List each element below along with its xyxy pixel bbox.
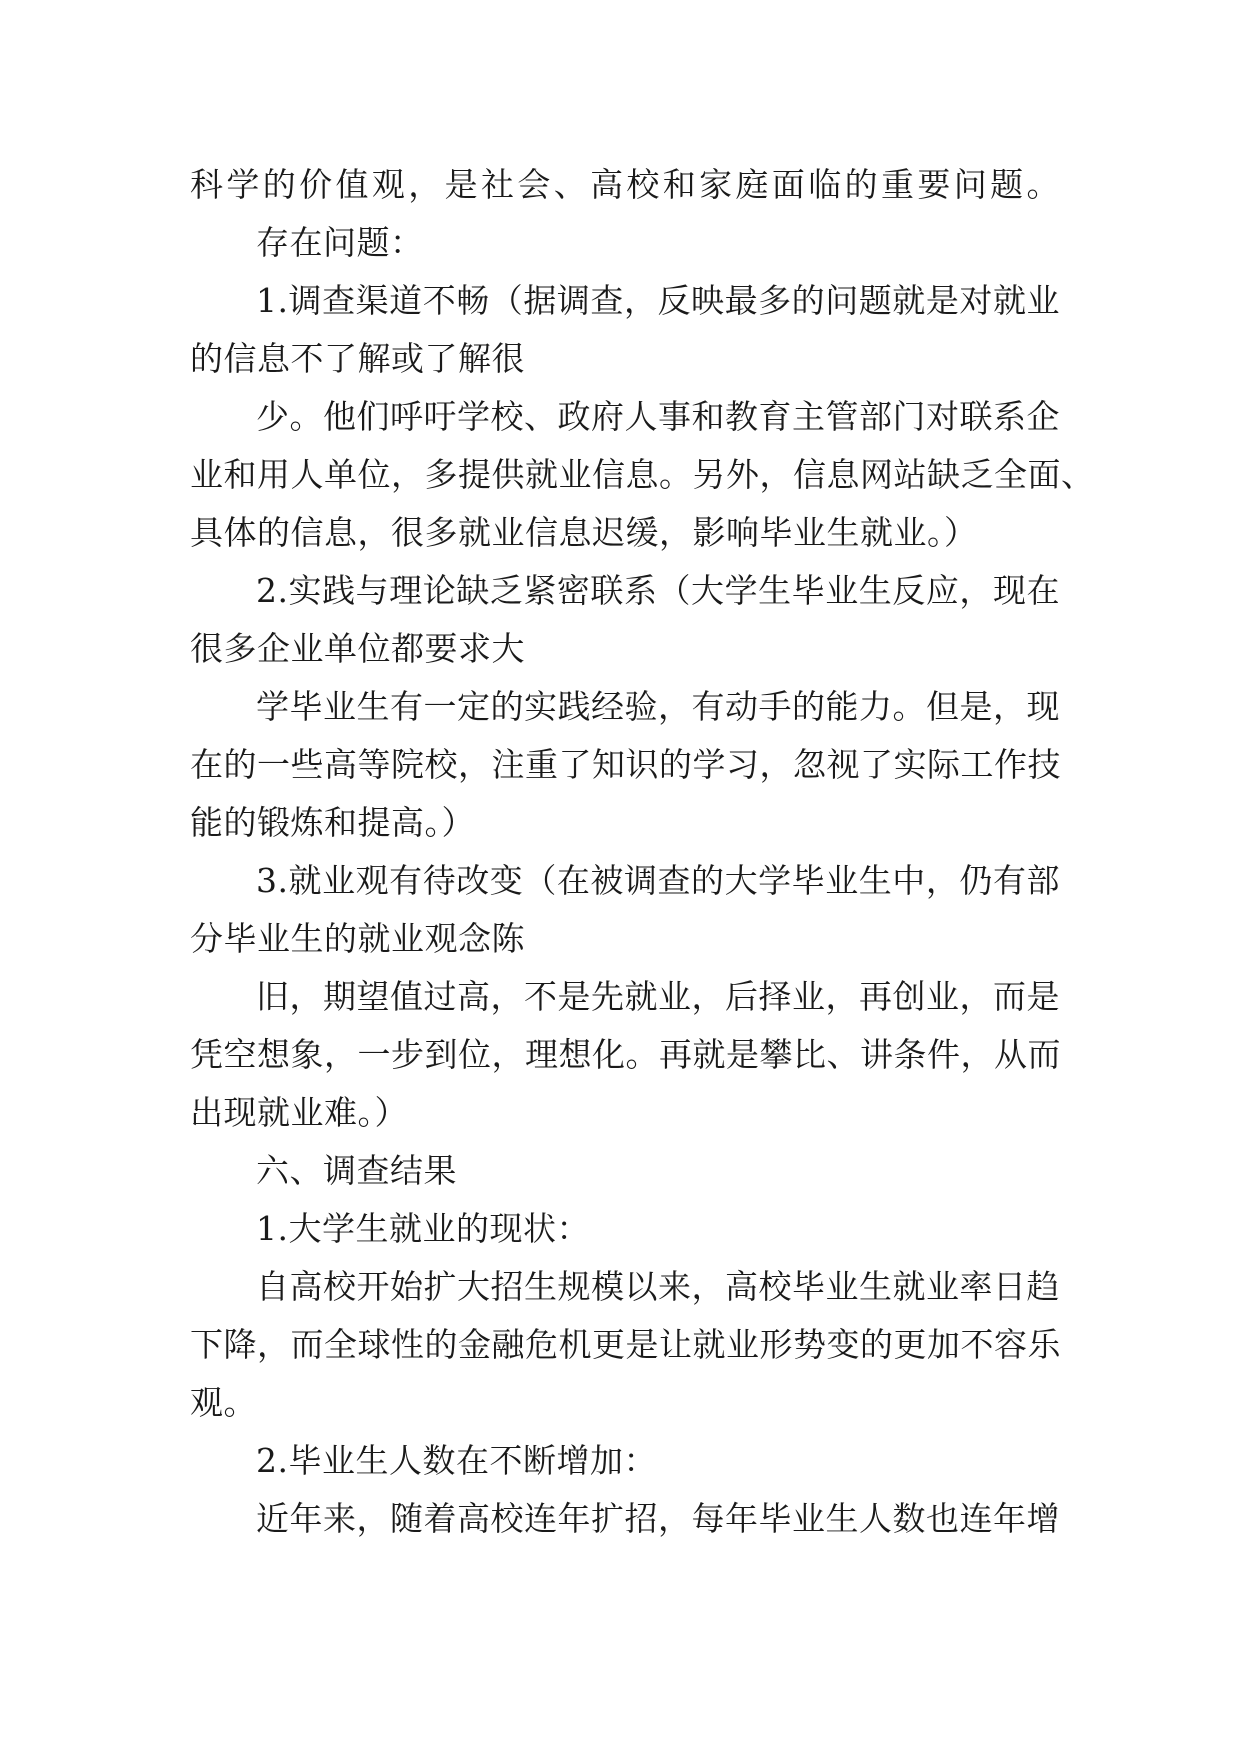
text-line: 具体的信息，很多就业信息迟缓，影响毕业生就业。） bbox=[190, 513, 978, 552]
text-line: 业和用人单位，多提供就业信息。另外，信息网站缺乏全面、 bbox=[190, 455, 1095, 494]
list-item-heading: 3.就业观有待改变（在被调查的大学毕业生中，仍有部 bbox=[256, 861, 1060, 900]
text-line: 科学的价值观，是社会、高校和家庭面临的重要问题。 bbox=[190, 165, 1060, 204]
text-line: 很多企业单位都要求大 bbox=[190, 629, 525, 668]
list-item-heading: 2.实践与理论缺乏紧密联系（大学生毕业生反应，现在 bbox=[256, 571, 1060, 610]
text-line: 凭空想象，一步到位，理想化。再就是攀比、讲条件，从而 bbox=[190, 1035, 1061, 1074]
section-heading: 六、调查结果 bbox=[256, 1151, 457, 1190]
text-line: 的信息不了解或了解很 bbox=[190, 339, 525, 378]
text-line: 自高校开始扩大招生规模以来，高校毕业生就业率日趋 bbox=[256, 1267, 1060, 1306]
text-line: 旧，期望值过高，不是先就业，后择业，再创业，而是 bbox=[256, 977, 1060, 1016]
subsection-heading: 2.毕业生人数在不断增加： bbox=[256, 1441, 657, 1480]
subsection-heading: 1.大学生就业的现状： bbox=[256, 1209, 590, 1248]
text-line: 出现就业难。） bbox=[190, 1093, 408, 1132]
text-line: 少。他们呼吁学校、政府人事和教育主管部门对联系企 bbox=[256, 397, 1060, 436]
text-line: 学毕业生有一定的实践经验，有动手的能力。但是，现 bbox=[256, 687, 1060, 726]
list-item-heading: 1.调查渠道不畅（据调查，反映最多的问题就是对就业 bbox=[256, 281, 1060, 320]
text-line: 观。 bbox=[190, 1383, 257, 1422]
text-line: 近年来，随着高校连年扩招，每年毕业生人数也连年增 bbox=[256, 1499, 1060, 1538]
section-label: 存在问题： bbox=[256, 223, 424, 262]
text-line: 在的一些高等院校，注重了知识的学习，忽视了实际工作技 bbox=[190, 745, 1061, 784]
text-line: 能的锻炼和提高。） bbox=[190, 803, 475, 842]
text-line: 分毕业生的就业观念陈 bbox=[190, 919, 525, 958]
text-line: 下降，而全球性的金融危机更是让就业形势变的更加不容乐 bbox=[190, 1325, 1061, 1364]
